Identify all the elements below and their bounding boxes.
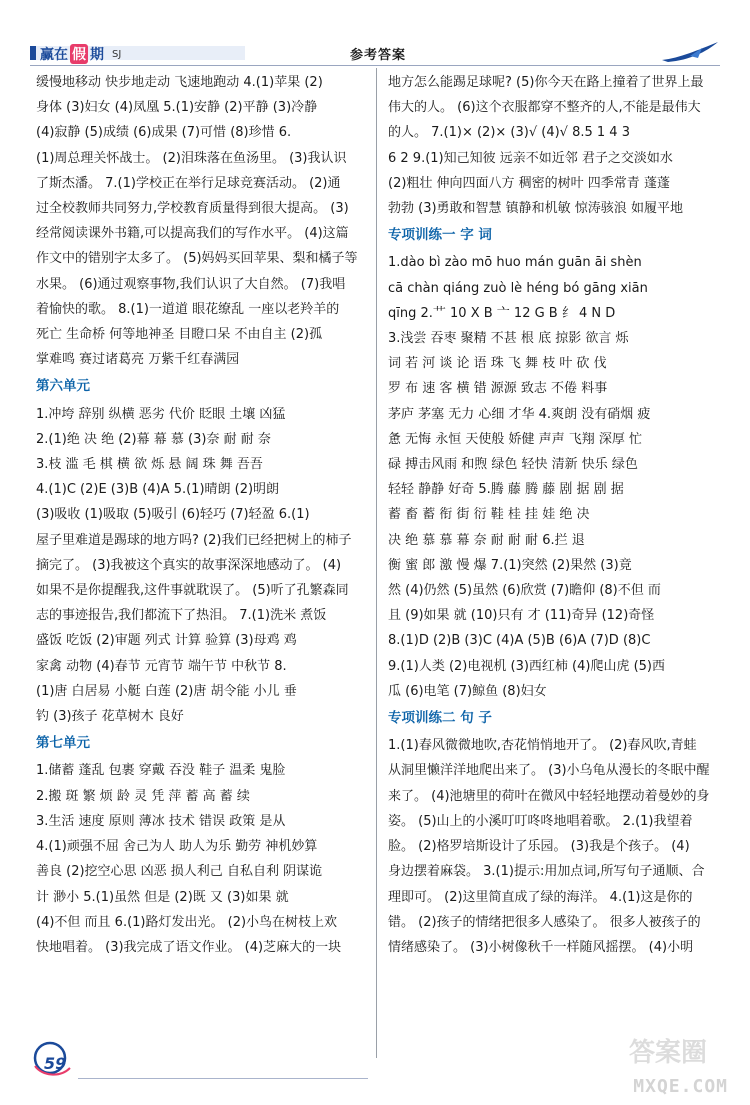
column-divider	[376, 68, 377, 1058]
answer-line: (2)粗壮 伸向四面八方 稠密的树叶 四季常青 蓬蓬	[388, 175, 670, 191]
answer-line: 钓 (3)孩子 花草树木 良好	[36, 709, 184, 725]
answer-line: 4.(1)C (2)E (3)B (4)A 5.(1)晴朗 (2)明朗	[36, 482, 280, 498]
answer-line: 盛饭 吃饭 (2)审题 列式 计算 验算 (3)母鸡 鸡	[36, 633, 297, 649]
answer-line: 词 若 河 谈 论 语 珠 飞 舞 枝 叶 砍 伐	[388, 356, 607, 372]
answer-line: (1)周总理关怀战士。 (2)泪珠落在鱼汤里。 (3)我认识	[36, 150, 347, 166]
answer-line: 2.搬 斑 繁 烦 龄 灵 凭 萍 蓄 高 蓄 续	[36, 788, 250, 804]
answer-line: 过全校教师共同努力,学校教育质量得到很大提高。 (3)	[36, 201, 349, 217]
answer-line: 死亡 生命桥 何等地神圣 目瞪口呆 不由自主 (2)孤	[36, 327, 323, 343]
answer-line: 着愉快的歌。 8.(1)一道道 眼花缭乱 一座以老羚羊的	[36, 301, 340, 317]
footer-rule	[78, 1078, 368, 1079]
answer-line: cā chàn qiáng zuò lè héng bó gāng xiān	[388, 280, 648, 296]
section-heading: 第七单元	[36, 735, 90, 752]
logo-text-2: 假	[70, 44, 88, 64]
answer-line: 掌难鸣 赛过诸葛亮 万紫千红春满园	[36, 352, 240, 368]
answer-line: 6 2 9.(1)知己知彼 远亲不如近邻 君子之交淡如水	[388, 150, 673, 166]
answer-line: 轻轻 静静 好奇 5.腾 藤 腾 藤 剧 据 剧 据	[388, 482, 624, 498]
answer-line: 衡 蜜 郎 激 慢 爆 7.(1)突然 (2)果然 (3)竟	[388, 557, 632, 573]
answer-line: 3.生活 速度 原则 薄冰 技术 错误 政策 是从	[36, 813, 286, 829]
answer-line: 脸。 (2)格罗培斯设计了乐园。 (3)我是个孩子。 (4)	[388, 839, 690, 855]
answer-line: 瓜 (6)电笔 (7)鲸鱼 (8)妇女	[388, 683, 547, 699]
logo-text-3: 期	[90, 47, 104, 63]
watermark-url: MXQE.COM	[633, 1076, 728, 1097]
answer-line: 碌 搏击风雨 和煦 绿色 轻快 清新 快乐 绿色	[388, 457, 638, 473]
header-rule	[30, 65, 720, 66]
answer-line: 从洞里懒洋洋地爬出来了。 (3)小乌龟从漫长的冬眠中醒	[388, 763, 710, 779]
answer-line: 计 渺小 5.(1)虽然 但是 (2)既 又 (3)如果 就	[36, 889, 289, 905]
answer-line: 且 (9)如果 就 (10)只有 才 (11)奇异 (12)奇怪	[388, 608, 655, 624]
answer-line: 决 绝 慕 慕 幕 奈 耐 耐 耐 6.拦 退	[388, 532, 585, 548]
answer-line: 快地唱着。 (3)我完成了语文作业。 (4)芝麻大的一块	[36, 939, 342, 955]
answer-line: 8.(1)D (2)B (3)C (4)A (5)B (6)A (7)D (8)C	[388, 633, 651, 649]
page-header	[0, 0, 750, 62]
answer-line: 作文中的错别字太多了。 (5)妈妈买回苹果、梨和橘子等	[36, 251, 358, 267]
answer-line: 惫 无悔 永恒 天使般 娇健 声声 飞翔 深厚 忙	[388, 431, 643, 447]
answer-line: 勃勃 (3)勇敢和智慧 镇静和机敏 惊涛骇浪 如履平地	[388, 201, 683, 217]
left-column	[36, 70, 368, 960]
answer-line: 家禽 动物 (4)春节 元宵节 端午节 中秋节 8.	[36, 658, 287, 674]
section-heading: 专项训练一 字 词	[388, 227, 492, 244]
watermark-top: 答案圈	[628, 1038, 708, 1068]
answer-line: 茅庐 茅塞 无力 心细 才华 4.爽朗 没有硝烟 疲	[388, 406, 651, 422]
answer-line: 地方怎么能踢足球呢? (5)你今天在路上撞着了世界上最	[388, 75, 704, 90]
answer-line: 罗 布 速 客 横 错 源源 致志 不倦 料事	[388, 381, 608, 397]
answer-line: 9.(1)人类 (2)电视机 (3)西红柿 (4)爬山虎 (5)西	[388, 658, 666, 674]
answer-line: 情绪感染了。 (3)小树像秋千一样随风摇摆。 (4)小明	[388, 939, 694, 955]
answer-line: 身边摆着麻袋。 3.(1)提示:用加点词,所写句子通顺、合	[388, 864, 705, 880]
answer-line: 姿。 (5)山上的小溪叮叮咚咚地唱着歌。 2.(1)我望着	[388, 813, 693, 829]
edition-badge: SJ	[112, 48, 122, 60]
answer-line: 3.枝 滥 毛 棋 横 欲 烁 悬 阔 珠 舞 吾吾	[36, 457, 263, 473]
answer-line: 了斯杰潘。 7.(1)学校正在举行足球竞赛活动。 (2)通	[36, 175, 341, 191]
right-column	[388, 70, 714, 960]
answer-line: 摘完了。 (3)我被这个真实的故事深深地感动了。 (4)	[36, 557, 342, 573]
answer-line: 身体 (3)妇女 (4)凤凰 5.(1)安静 (2)平静 (3)冷静	[36, 100, 318, 116]
swoosh-icon	[660, 40, 720, 64]
answer-line: 4.(1)顽强不屈 舍己为人 助人为乐 勤劳 神机妙算	[36, 839, 318, 855]
answer-line: 1.冲垮 辞别 纵横 恶劣 代价 眨眼 土壤 凶猛	[36, 406, 286, 422]
answer-line: (1)唐 白居易 小艇 白莲 (2)唐 胡令能 小儿 垂	[36, 683, 297, 699]
answer-line: 蓄 畜 蓄 衔 街 衍 鞋 桂 挂 娃 绝 决	[388, 507, 590, 523]
section-heading: 第六单元	[36, 378, 90, 395]
answer-line: (4)不但 而且 6.(1)路灯发出光。 (2)小鸟在树枝上欢	[36, 914, 338, 930]
answer-line: 志的事迹报告,我们都流下了热泪。 7.(1)洗米 煮饭	[36, 608, 327, 624]
answer-line: 经常阅读课外书籍,可以提高我们的写作水平。 (4)这篇	[36, 226, 349, 242]
answer-line: 1.dào bì zào mō huo mán guān āi shèn	[388, 255, 642, 271]
section-heading: 专项训练二 句 子	[388, 710, 492, 727]
answer-line: 屋子里难道是踢球的地方吗? (2)我们已经把树上的柿子	[36, 532, 352, 548]
answer-line: 1.储蓄 蓬乱 包裹 穿戴 吞没 鞋子 温柔 鬼脸	[36, 763, 286, 779]
answer-line: 伟大的人。 (6)这个衣服都穿不整齐的人,不能是最伟大	[388, 100, 701, 116]
answer-line: 错。 (2)孩子的情绪把很多人感染了。 很多人被孩子的	[388, 914, 701, 930]
page-number: 59	[44, 1054, 67, 1073]
brand-logo	[40, 44, 121, 64]
answer-line: qīng 2.艹 10 X B 亠 12 G B 纟 4 N D	[388, 305, 616, 321]
page-title: 参考答案	[350, 48, 407, 63]
answer-line: (4)寂静 (5)成绩 (6)成果 (7)可惜 (8)珍惜 6.	[36, 125, 292, 141]
answer-line: 水果。 (6)通过观察事物,我们认识了大自然。 (7)我唱	[36, 276, 346, 292]
answer-line: 缓慢地移动 快步地走动 飞速地跑动 4.(1)苹果 (2)	[36, 75, 323, 90]
answer-line: 理即可。 (2)这里简直成了绿的海洋。 4.(1)这是你的	[388, 889, 693, 905]
answer-line: (3)吸收 (1)吸取 (5)吸引 (6)轻巧 (7)轻盈 6.(1)	[36, 507, 310, 523]
answer-line: 3.浅尝 吞枣 聚精 不甚 根 底 掠影 欲言 烁	[388, 331, 629, 347]
answer-line: 2.(1)绝 决 绝 (2)幕 幕 慕 (3)奈 耐 耐 奈	[36, 431, 271, 447]
answer-line: 的人。 7.(1)× (2)× (3)√ (4)√ 8.5 1 4 3	[388, 125, 630, 141]
answer-line: 如果不是你提醒我,这件事就耽误了。 (5)听了孔繁森同	[36, 583, 349, 599]
answer-line: 善良 (2)挖空心思 凶恶 损人利己 自私自利 阴谋诡	[36, 864, 323, 880]
answer-line: 1.(1)春风微微地吹,杏花悄悄地开了。 (2)春风吹,青蛙	[388, 738, 697, 754]
answer-line: 然 (4)仍然 (5)虽然 (6)欣赏 (7)瞻仰 (8)不但 而	[388, 583, 661, 599]
logo-text-1: 赢在	[40, 47, 68, 63]
answer-line: 来了。 (4)池塘里的荷叶在微风中轻轻地摆动着曼妙的身	[388, 788, 710, 804]
